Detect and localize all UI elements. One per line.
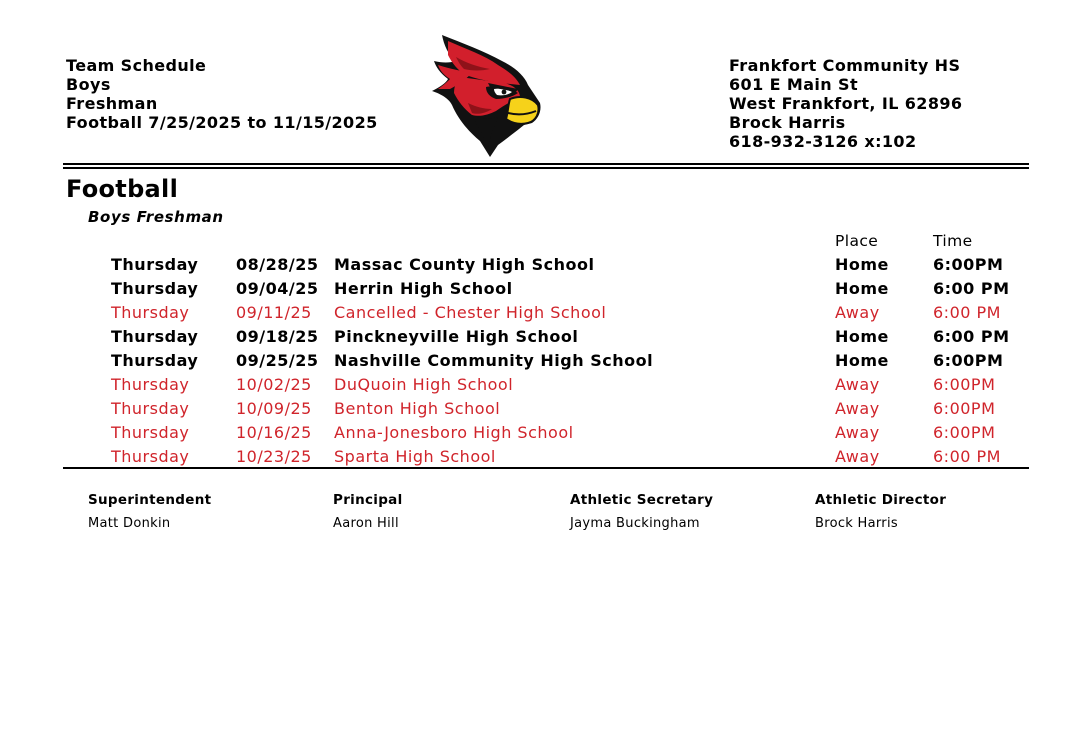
header-divider: [63, 163, 1029, 169]
game-time: 6:00PM: [933, 423, 996, 442]
staff-role: Athletic Director: [815, 492, 947, 508]
school-street: 601 E Main St: [729, 75, 859, 94]
schedule-bottom-divider: [63, 467, 1029, 469]
game-opponent: Benton High School: [334, 399, 501, 418]
game-place: Away: [835, 399, 880, 418]
table-row: [0, 253, 1080, 277]
game-day: Thursday: [111, 327, 199, 346]
game-date: 09/18/25: [236, 327, 319, 346]
game-time: 6:00PM: [933, 255, 1004, 274]
staff-name: Matt Donkin: [88, 516, 171, 531]
game-place: Home: [835, 255, 889, 274]
game-day: Thursday: [111, 447, 190, 466]
game-time: 6:00 PM: [933, 327, 1010, 346]
staff-role: Principal: [333, 492, 403, 508]
contact-name: Brock Harris: [729, 113, 846, 132]
game-day: Thursday: [111, 279, 199, 298]
column-header-time: Time: [933, 232, 973, 250]
staff-name: Aaron Hill: [333, 516, 399, 531]
game-opponent: Anna-Jonesboro High School: [334, 423, 574, 442]
game-list: [0, 253, 1080, 469]
table-row: [0, 301, 1080, 325]
game-date: 10/16/25: [236, 423, 312, 442]
game-place: Home: [835, 279, 889, 298]
game-date: 10/02/25: [236, 375, 312, 394]
game-place: Home: [835, 327, 889, 346]
game-day: Thursday: [111, 399, 190, 418]
schedule-header-info: [66, 56, 378, 132]
header-gender: Boys: [66, 75, 111, 94]
game-date: 09/25/25: [236, 351, 319, 370]
game-day: Thursday: [111, 423, 190, 442]
contact-phone: 618-932-3126 x:102: [729, 132, 917, 151]
team-subtitle: Boys Freshman: [88, 208, 224, 226]
game-date: 09/04/25: [236, 279, 319, 298]
staff-column: [88, 492, 211, 531]
game-opponent: Sparta High School: [334, 447, 496, 466]
game-time: 6:00 PM: [933, 447, 1001, 466]
staff-role: Athletic Secretary: [570, 492, 714, 508]
table-row: [0, 349, 1080, 373]
redbird-mascot-icon: [428, 33, 544, 159]
staff-column: [333, 492, 403, 531]
game-time: 6:00PM: [933, 351, 1004, 370]
staff-name: Brock Harris: [815, 516, 898, 531]
game-day: Thursday: [111, 303, 190, 322]
sport-title: Football: [66, 175, 179, 203]
game-time: 6:00 PM: [933, 279, 1010, 298]
staff-role: Superintendent: [88, 492, 212, 508]
game-day: Thursday: [111, 255, 199, 274]
game-day: Thursday: [111, 351, 199, 370]
game-time: 6:00PM: [933, 375, 996, 394]
game-time: 6:00PM: [933, 399, 996, 418]
staff-column: [815, 492, 946, 531]
game-opponent: Massac County High School: [334, 255, 595, 274]
staff-name: Jayma Buckingham: [570, 516, 700, 531]
game-place: Away: [835, 447, 880, 466]
table-row: [0, 277, 1080, 301]
game-place: Away: [835, 423, 880, 442]
game-opponent: Cancelled - Chester High School: [334, 303, 607, 322]
table-row: [0, 373, 1080, 397]
table-row: [0, 445, 1080, 469]
game-place: Home: [835, 351, 889, 370]
school-contact-info: [729, 56, 962, 151]
column-header-place: Place: [835, 232, 879, 250]
table-row: [0, 325, 1080, 349]
game-day: Thursday: [111, 375, 190, 394]
game-opponent: Pinckneyville High School: [334, 327, 579, 346]
school-city-state: West Frankfort, IL 62896: [729, 94, 963, 113]
game-date: 09/11/25: [236, 303, 312, 322]
game-date: 08/28/25: [236, 255, 319, 274]
game-opponent: Nashville Community High School: [334, 351, 654, 370]
game-place: Away: [835, 303, 880, 322]
game-place: Away: [835, 375, 880, 394]
logo-pupil: [502, 90, 507, 95]
game-date: 10/23/25: [236, 447, 312, 466]
school-name: Frankfort Community HS: [729, 56, 961, 75]
table-row: [0, 421, 1080, 445]
logo-beak: [506, 97, 539, 124]
game-time: 6:00 PM: [933, 303, 1001, 322]
game-opponent: Herrin High School: [334, 279, 513, 298]
header-level: Freshman: [66, 94, 158, 113]
staff-column: [570, 492, 713, 531]
game-opponent: DuQuoin High School: [334, 375, 514, 394]
game-date: 10/09/25: [236, 399, 312, 418]
header-title: Team Schedule: [66, 56, 207, 75]
table-row: [0, 397, 1080, 421]
header-season-range: Football 7/25/2025 to 11/15/2025: [66, 113, 378, 132]
